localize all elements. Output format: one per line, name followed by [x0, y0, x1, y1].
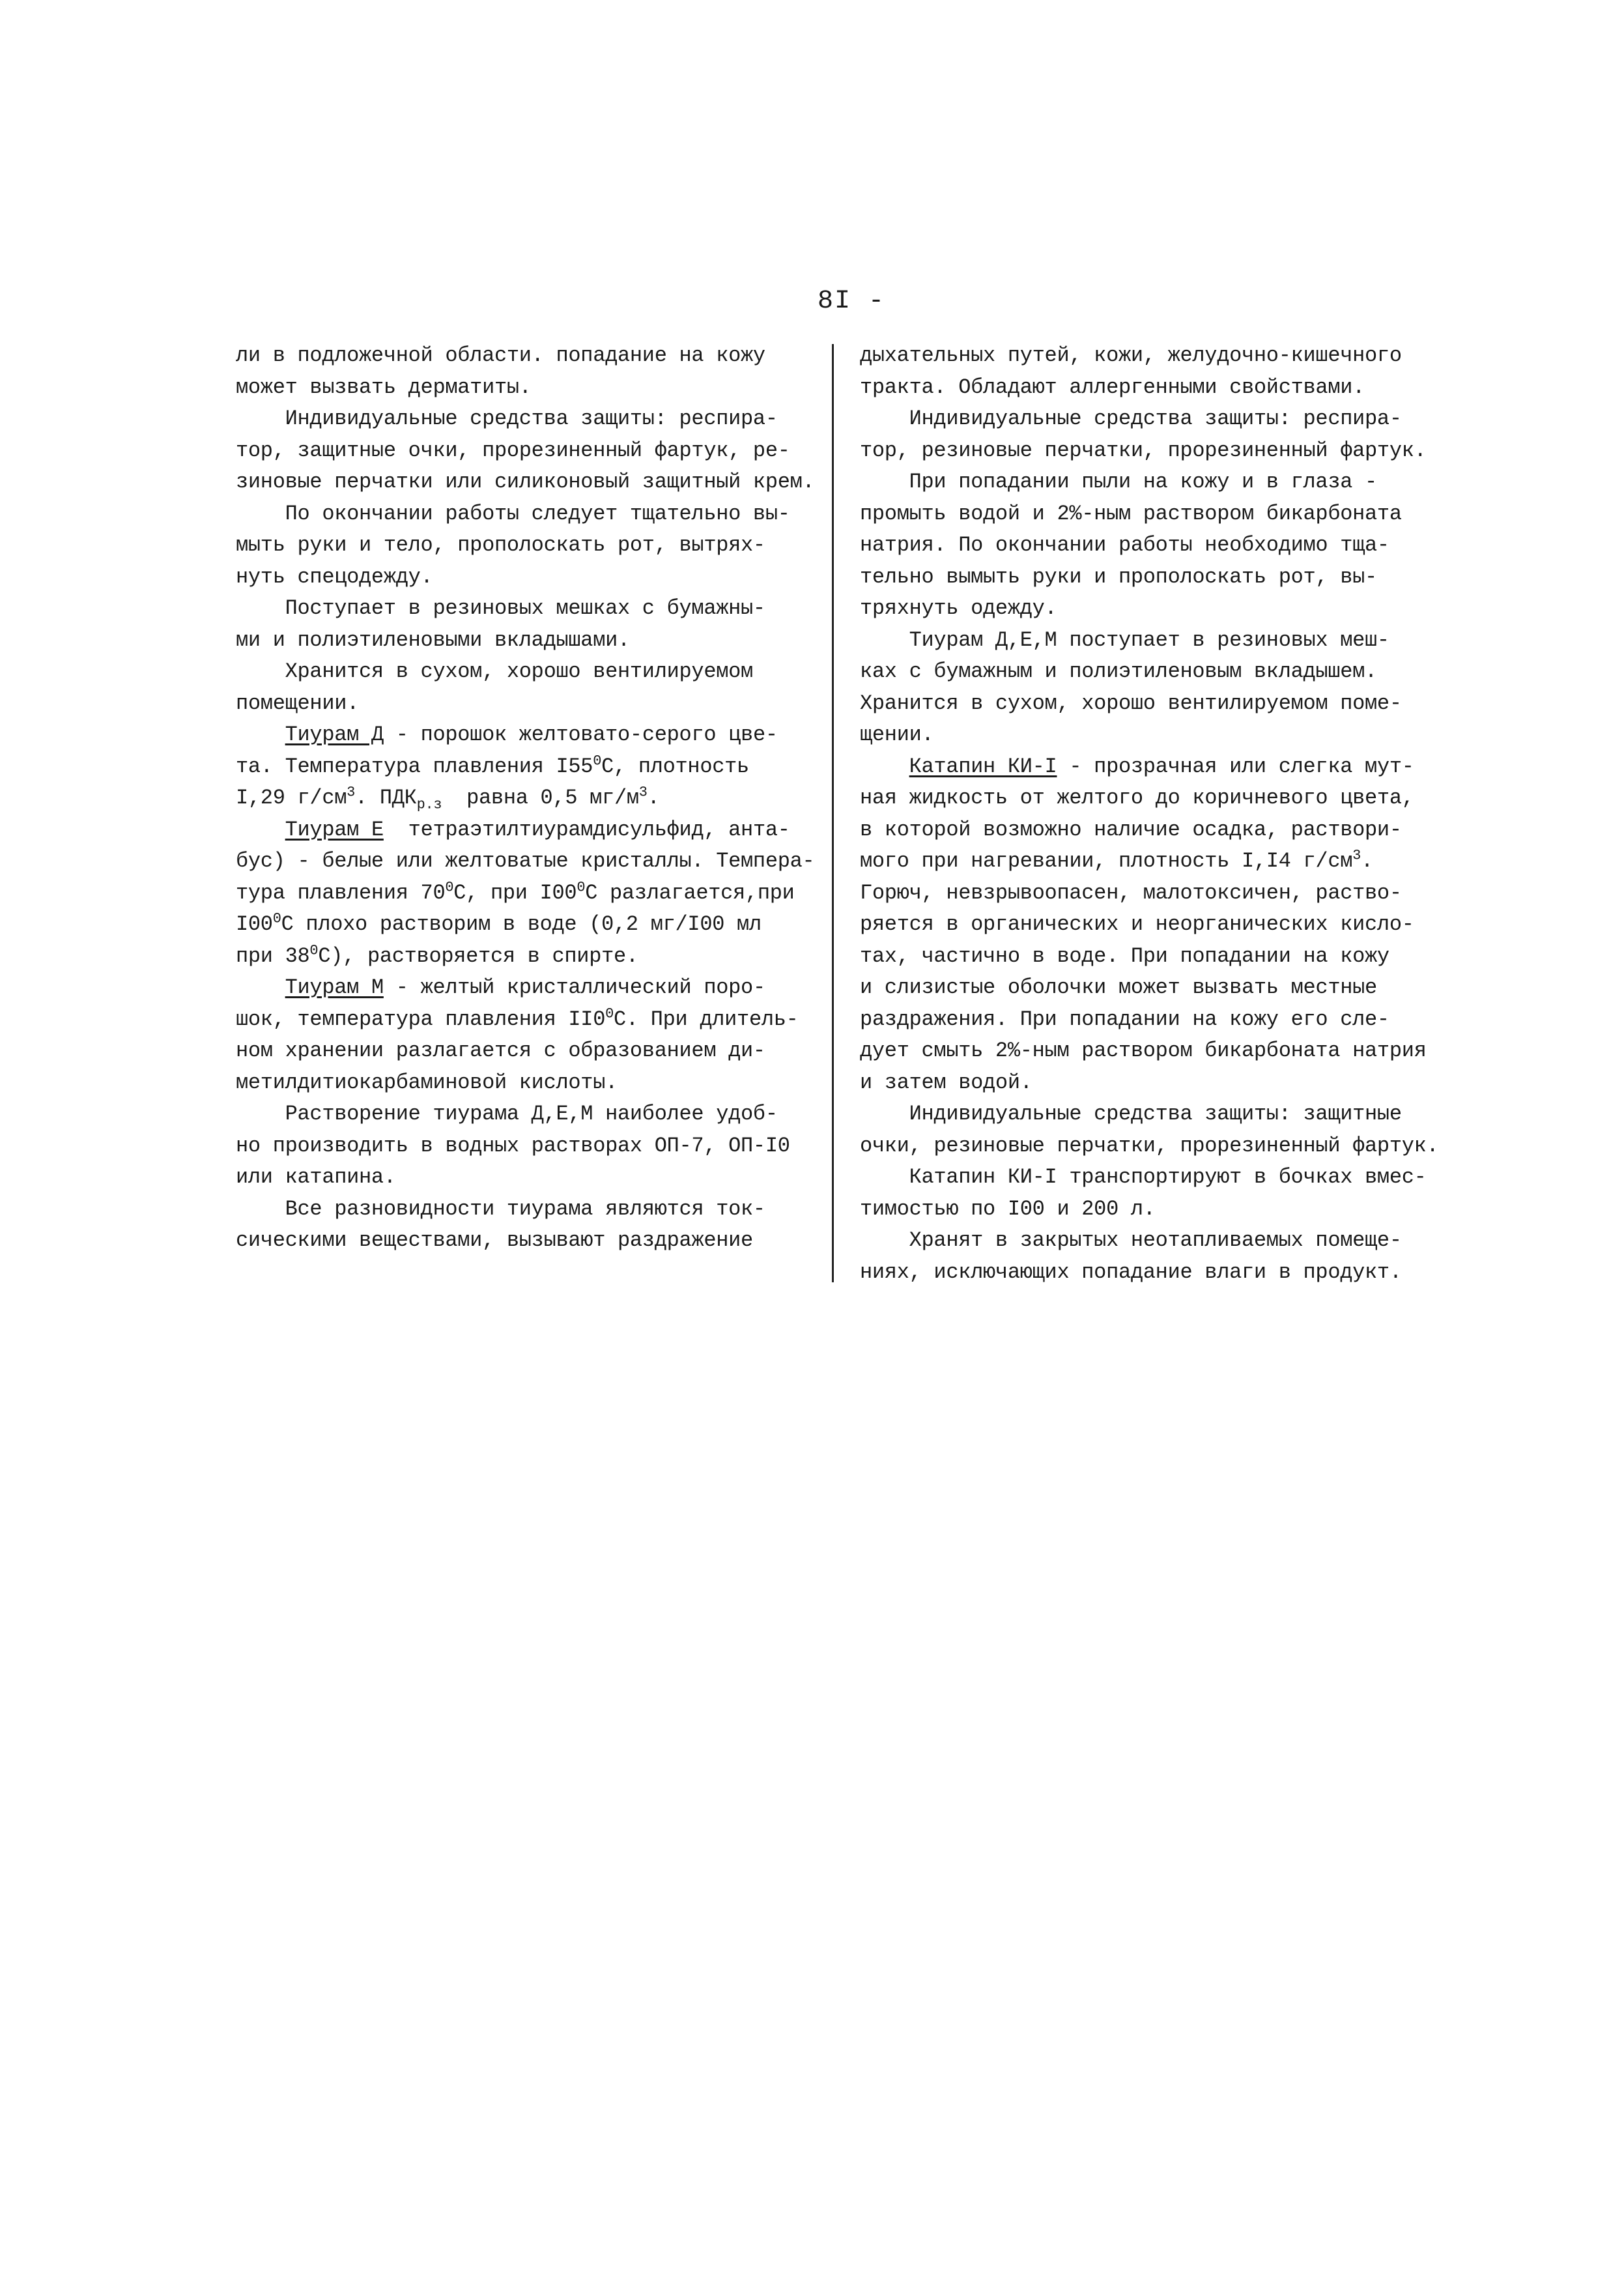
text-run: I00 [236, 912, 273, 936]
text-line [236, 814, 809, 846]
superscript: 0 [445, 878, 454, 895]
text-run: и слизистые оболочки может вызвать местные [860, 975, 1377, 1000]
text-run: дыхательных путей, кожи, желудочно-кишечного [860, 343, 1402, 367]
text-line [860, 719, 1446, 751]
superscript: 0 [593, 752, 602, 769]
text-run: помещении. [236, 691, 360, 715]
text-run: при 38 [236, 943, 310, 968]
text-run: тах, частично в воде. При попадании на кожу [860, 943, 1389, 968]
text-line [236, 530, 809, 562]
text-line [860, 340, 1446, 372]
text-run: но производить в водных растворах ОП-7, ОП-I0 [236, 1133, 790, 1158]
text-run: сическими веществами, вызывают раздражение [236, 1228, 753, 1252]
text-line [860, 1004, 1446, 1036]
text-line [236, 941, 809, 973]
text-run: ми и полиэтиленовыми вкладышами. [236, 627, 630, 652]
text-line [860, 435, 1446, 467]
text-run: Индивидуальные средства защиты: респира- [860, 407, 1402, 431]
text-run [236, 723, 285, 747]
text-line [236, 625, 809, 657]
text-line [236, 1194, 809, 1226]
text-run: та. Температура плавления I55 [236, 754, 593, 779]
text-run: зиновые перчатки или силиконовый защитный крем. [236, 470, 815, 494]
left-text-column [236, 340, 815, 1257]
page-number: 8I - [818, 287, 886, 316]
text-run: - желтый кристаллический поро- [383, 975, 765, 1000]
text-run: Тиурам Д,Е,М поступает в резиновых меш- [860, 627, 1389, 652]
text-run: шок, температура плавления II0 [236, 1007, 606, 1031]
text-line [860, 972, 1446, 1004]
text-run: тельно вымыть руки и прополоскать рот, вы- [860, 564, 1377, 589]
text-run: мыть руки и тело, прополоскать рот, вытрях- [236, 533, 765, 557]
text-run: Хранится в сухом, хорошо вентилируемом поме- [860, 691, 1402, 715]
superscript: 0 [577, 878, 586, 895]
text-line [860, 1225, 1446, 1257]
text-line [860, 688, 1446, 720]
superscript: 3 [1352, 847, 1361, 864]
text-run: тракта. Обладают аллергенными свойствами. [860, 375, 1365, 399]
text-run: C. При длитель- [614, 1007, 799, 1031]
text-run: Поступает в резиновых мешках с бумажны- [236, 596, 765, 620]
text-run: дует смыть 2%-ным раствором бикарбоната натрия [860, 1039, 1427, 1063]
text-run: тура плавления 70 [236, 880, 446, 905]
text-line [236, 403, 809, 435]
text-line [236, 1035, 809, 1067]
text-run: щении. [860, 723, 934, 747]
text-run [236, 818, 285, 842]
text-run: ном хранении разлагается с образованием ди- [236, 1039, 765, 1063]
text-line [236, 498, 809, 530]
text-line [860, 498, 1446, 530]
text-run: ниях, исключающих попадание влаги в продукт. [860, 1260, 1402, 1284]
text-line [860, 1162, 1446, 1194]
text-line [236, 1067, 809, 1099]
text-line [860, 941, 1446, 973]
text-run: тор, защитные очки, прорезиненный фартук, ре- [236, 438, 790, 463]
text-line [236, 909, 809, 941]
text-line [236, 751, 809, 783]
text-line [236, 783, 809, 814]
text-line [236, 435, 809, 467]
text-run: Индивидуальные средства защиты: защитные [860, 1102, 1402, 1126]
superscript: 0 [272, 910, 281, 927]
text-run: тряхнуть одежду. [860, 596, 1057, 620]
text-line [236, 1099, 809, 1130]
text-line [860, 1194, 1446, 1226]
text-run: Хранится в сухом, хорошо вентилируемом [236, 659, 753, 684]
text-line [860, 625, 1446, 657]
text-run: Горюч, невзрывоопасен, малотоксичен, раство- [860, 880, 1402, 905]
text-run: По окончании работы следует тщательно вы- [236, 501, 790, 526]
text-run [236, 975, 285, 1000]
superscript: 3 [638, 784, 648, 801]
text-run [860, 755, 909, 779]
text-line [236, 656, 809, 688]
column-divider [832, 344, 834, 1282]
text-run: - порошок желтовато-серого цве- [383, 723, 778, 747]
text-run: натрия. По окончании работы необходимо тща- [860, 533, 1389, 557]
text-line [860, 878, 1446, 910]
text-line [236, 562, 809, 594]
text-line [236, 1225, 809, 1257]
text-line [860, 1099, 1446, 1130]
text-run: Все разновидности тиурама являются ток- [236, 1196, 765, 1221]
text-run: C, при I00 [453, 880, 577, 905]
text-run: тимостью по I00 и 200 л. [860, 1196, 1156, 1221]
text-run: Хранят в закрытых неотапливаемых помеще- [860, 1228, 1402, 1252]
text-run: C плохо растворим в воде (0,2 мг/I00 мл [281, 912, 762, 936]
text-line [860, 562, 1446, 594]
text-run: ли в подложечной области. попадание на кожу [236, 343, 765, 367]
text-line [236, 593, 809, 625]
text-run: в которой возможно наличие осадка, раствори- [860, 817, 1402, 842]
term-heading: Катапин КИ-I [909, 754, 1057, 779]
text-run: и затем водой. [860, 1070, 1033, 1095]
text-run: нуть спецодежду. [236, 564, 433, 589]
text-run: I,29 г/см [236, 786, 347, 810]
text-line [860, 1257, 1446, 1289]
text-line [860, 372, 1446, 404]
text-run: - прозрачная или слегка мут- [1057, 754, 1414, 779]
text-run: C разлагается,при [585, 880, 795, 905]
text-run: промыть водой и 2%-ным раствором бикарбоната [860, 501, 1402, 526]
text-line [236, 719, 809, 751]
text-run: равна 0,5 мг/м [442, 786, 639, 810]
text-line [236, 372, 809, 404]
text-line [860, 783, 1446, 814]
text-line [236, 972, 809, 1004]
text-run: тетраэтилтиурамдисульфид, анта- [383, 817, 790, 842]
text-run: . ПДК [355, 786, 417, 810]
text-line [236, 1130, 809, 1162]
text-run: Катапин КИ-I транспортируют в бочках вмес- [860, 1165, 1427, 1189]
text-run: может вызвать дерматиты. [236, 375, 532, 399]
text-run: Растворение тиурама Д,Е,М наиболее удоб- [236, 1102, 778, 1126]
text-line [236, 878, 809, 910]
text-run: мого при нагревании, плотность I,I4 г/см [860, 849, 1353, 873]
text-line [236, 1162, 809, 1194]
text-run: ная жидкость от желтого до коричневого цвета, [860, 786, 1414, 810]
text-line [236, 688, 809, 720]
superscript: 0 [309, 942, 319, 958]
text-run: тор, резиновые перчатки, прорезиненный фартук. [860, 438, 1427, 463]
text-line [236, 1004, 809, 1036]
text-run: ках с бумажным и полиэтиленовым вкладышем. [860, 659, 1377, 684]
text-line [236, 846, 815, 878]
text-line [860, 467, 1446, 498]
text-run: Индивидуальные средства защиты: респира- [236, 407, 778, 431]
text-run: . [1361, 849, 1373, 873]
text-line [860, 656, 1446, 688]
term-heading: Тиурам Д [285, 723, 384, 747]
text-run: очки, резиновые перчатки, прорезиненный фартук. [860, 1133, 1439, 1158]
text-run: бус) - белые или желтоватые кристаллы. Темпера- [236, 849, 815, 873]
text-run: ряется в органических и неорганических кисло- [860, 912, 1414, 936]
superscript: 3 [347, 784, 356, 801]
text-line [860, 593, 1446, 625]
text-line [860, 751, 1446, 783]
text-run: C), растворяется в спирте. [318, 943, 638, 968]
subscript: р.з [416, 796, 442, 813]
text-run: метилдитиокарбаминовой кислоты. [236, 1070, 618, 1095]
text-run: C, плотность [601, 754, 749, 779]
superscript: 0 [605, 1005, 614, 1022]
text-line [236, 340, 809, 372]
text-line [860, 1035, 1446, 1067]
text-line [860, 846, 1446, 878]
right-text-column [860, 340, 1446, 1288]
text-run: При попадании пыли на кожу и в глаза - [860, 470, 1377, 494]
text-line [860, 403, 1446, 435]
text-line [860, 1067, 1446, 1099]
text-run: . [647, 786, 660, 810]
text-line [236, 467, 815, 498]
text-line [860, 814, 1446, 846]
text-line [860, 909, 1446, 941]
text-line [860, 530, 1446, 562]
text-run: или катапина. [236, 1165, 396, 1189]
term-heading: Тиурам М [285, 975, 384, 1000]
text-line [860, 1130, 1446, 1162]
term-heading: Тиурам Е [285, 817, 384, 842]
text-run: раздражения. При попадании на кожу его сле- [860, 1007, 1389, 1031]
